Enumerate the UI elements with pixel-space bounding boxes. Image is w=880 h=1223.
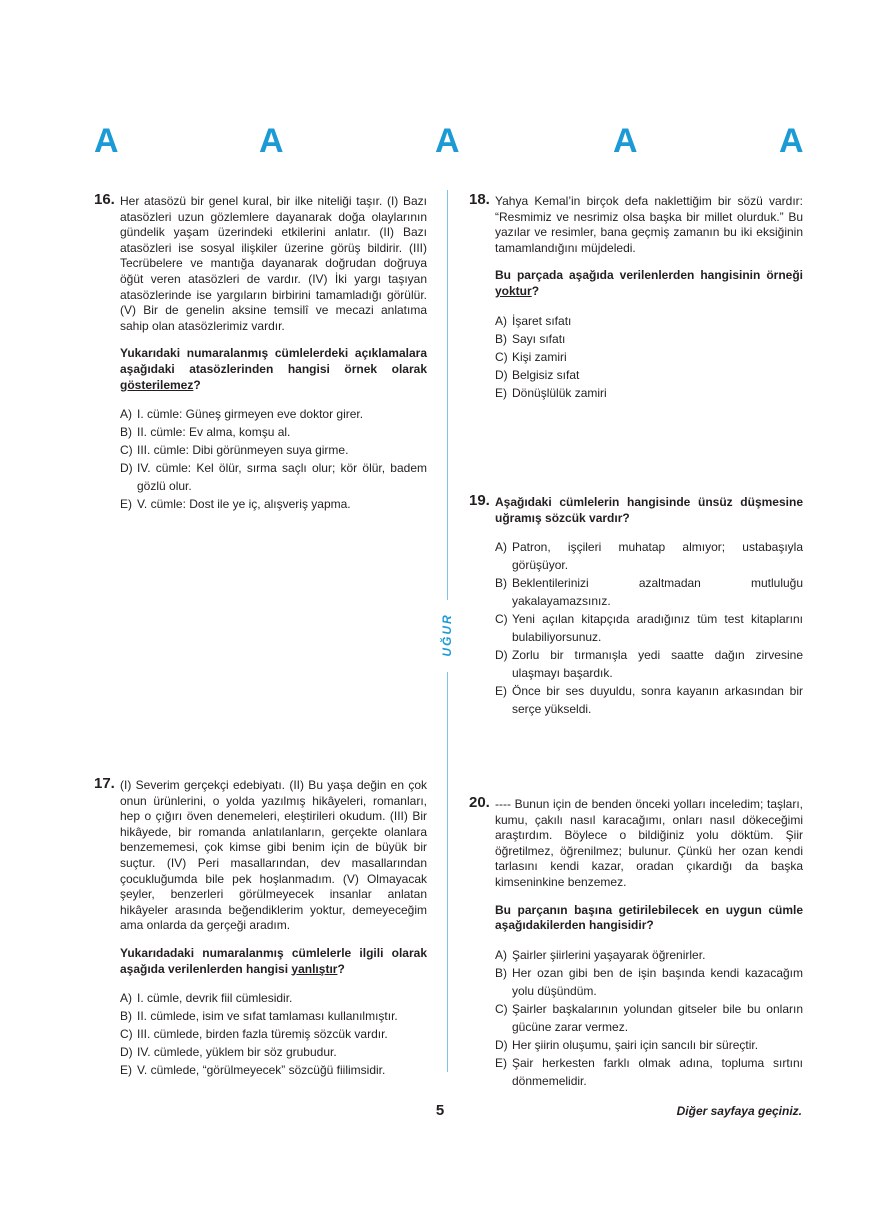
- question-stem: (I) Severim gerçekçi edebiyatı. (II) Bu yaşa değin en çok onun ürünlerini, o yolda yazılmış hikâyeleri, romanları, hep o çığırı öven denemeleri, eleştirileri okudum. (III) Bir hikâyede, bir romanda anlatılanların, gerçekte olanlara benzememesi, çok kimse gibi benim için de büyük bir suçtur. (IV) Peri masallarından, dev masallarından çocukluğumda bile pek hoşlanmadım. (V) Olmayacak şeyler, benzerleri görülmeyecek insanlar anlatan hikâyeler arasında beğendiklerim yoktur, demeyeceğim ama onlarda da gerçeği aradım.: [120, 778, 427, 933]
- answer-option[interactable]: C) III. cümlede, birden fazla türemiş sözcük vardır.: [120, 1027, 388, 1042]
- booklet-letter: A: [613, 122, 638, 160]
- answer-option[interactable]: D) IV. cümle: Kel ölür, sırma saçlı olur; kör ölür, badem gözlü olur.: [120, 461, 427, 494]
- answer-option[interactable]: B) Her ozan gibi ben de işin başında kendi kazacağım yolu düşündüm.: [495, 965, 803, 998]
- question-stem: Her atasözü bir genel kural, bir ilke niteliği taşır. (I) Bazı atasözleri uzun gözlemlere dayanarak doğa olaylarının gündelik yaşam üzerindeki etkilerini anlatır. (II) Bazı atasözleri ise sosyal ilişkiler üzerine görüş bildirir. (III) Tecrübelere ve mantığa dayanarak doğrudan doğruya öğüt veren atasözleri de vardır. (IV) İki yargı taşıyan atasözlerinde ise yargıların birbirini tamamladığı görülür. (V) Bir de genelin aksine temsilî ve mecazi anlatıma sahip olan atasözlerimiz vardır.: [120, 194, 427, 333]
- answer-option[interactable]: E) Şair herkesten farklı olmak adına, topluma sırtını dönmemelidir.: [495, 1055, 803, 1088]
- answer-option[interactable]: E) Önce bir ses duyuldu, sonra kayanın arkasından bir serçe yükseldi.: [495, 684, 803, 717]
- emphasis-word: yanlıştır: [291, 961, 338, 976]
- column-divider: [447, 672, 448, 1072]
- answer-option[interactable]: A) İşaret sıfatı: [495, 313, 572, 328]
- question-number: 18.: [469, 191, 490, 208]
- question-prompt: Bu parçada aşağıda verilenlerden hangisinin örneği yoktur?: [495, 268, 803, 298]
- question-prompt: Aşağıdaki cümlelerin hangisinde ünsüz düşmesine uğramış sözcük vardır?: [495, 495, 803, 525]
- booklet-letter: A: [435, 122, 460, 160]
- answer-options: [120, 989, 427, 1079]
- booklet-letter: A: [94, 122, 119, 160]
- booklet-letter: A: [779, 122, 804, 160]
- answer-option[interactable]: D) IV. cümlede, yüklem bir söz grubudur.: [120, 1045, 337, 1060]
- answer-option[interactable]: C) Yeni açılan kitapçıda aradığınız tüm test kitaplarını bulabiliyorsunuz.: [495, 612, 803, 645]
- answer-option[interactable]: A) Patron, işçileri muhatap almıyor; ustabaşıyla görüşüyor.: [495, 540, 803, 573]
- question-stem: Yahya Kemal’in birçok defa naklettiğim bir sözü vardır: “Resmimiz ve nesrimiz olsa başka bir millet olurduk.” Bu yazılar ve resimler, bana geçmiş zamanın bu iki eksiğinin tamamlandığını müjdeledi.: [495, 194, 803, 255]
- answer-option[interactable]: D) Zorlu bir tırmanışla yedi saatte dağın zirvesine ulaşmayı başardık.: [495, 648, 803, 681]
- answer-option[interactable]: A) I. cümle: Güneş girmeyen eve doktor girer.: [120, 407, 364, 422]
- question-prompt: Bu parçanın başına getirilebilecek en uygun cümle aşağıdakilerden hangisidir?: [495, 902, 803, 933]
- answer-option[interactable]: E) V. cümle: Dost ile ye iç, alışveriş yapma.: [120, 497, 351, 512]
- question-number: 20.: [469, 794, 490, 811]
- answer-options: [495, 946, 803, 1090]
- answer-option[interactable]: E) Dönüşlülük zamiri: [495, 385, 607, 400]
- question-stem: ---- Bunun için de benden önceki yolları inceledim; taşları, kumu, çakılı nasıl karacağımı, onları nasıl dökeceğimi araştırdım. Böylece o bildiğiniz yolu döktüm. Şiir öğretilmez, öğrenilmez; bulunur. Çünkü her ozan kendi tarlasını kendi kazar, oradan çıkardığı da başka kimseninkine benzemez.: [495, 797, 803, 889]
- answer-option[interactable]: B) II. cümle: Ev alma, komşu al.: [120, 425, 291, 440]
- question-18: [469, 191, 803, 402]
- answer-option[interactable]: A) Şairler şiirlerini yaşayarak öğrenirler.: [495, 947, 706, 962]
- answer-options: [495, 312, 803, 402]
- question-prompt: Yukarıdadaki numaralanmış cümlelerle ilgili olarak aşağıda verilenlerden hangisi yanlıştır?: [120, 945, 427, 976]
- answer-option[interactable]: D) Belgisiz sıfat: [495, 367, 580, 382]
- question-prompt: Yukarıdaki numaralanmış cümlelerdeki açıklamalara aşağıdaki atasözlerinden hangisi örnek olarak gösterilemez?: [120, 346, 427, 392]
- question-number: 17.: [94, 775, 115, 792]
- answer-option[interactable]: B) Beklentilerinizi azaltmadan mutluluğu yakalayamazsınız.: [495, 576, 803, 609]
- answer-option[interactable]: B) II. cümlede, isim ve sıfat tamlaması kullanılmıştır.: [120, 1009, 398, 1024]
- question-17: [94, 775, 427, 1079]
- question-19: [469, 492, 803, 718]
- answer-options: [120, 405, 427, 513]
- answer-option[interactable]: A) I. cümle, devrik fiil cümlesidir.: [120, 991, 293, 1006]
- answer-options: [495, 538, 803, 718]
- brand-label: UĞUR: [440, 613, 454, 657]
- question-number: 16.: [94, 191, 115, 208]
- answer-option[interactable]: D) Her şiirin oluşumu, şairi için sancılı bir süreçtir.: [495, 1037, 759, 1052]
- answer-option[interactable]: C) III. cümle: Dibi görünmeyen suya girme.: [120, 443, 349, 458]
- answer-option[interactable]: E) V. cümlede, “görülmeyecek” sözcüğü fiilimsidir.: [120, 1063, 386, 1078]
- next-page-note: Diğer sayfaya geçiniz.: [676, 1104, 802, 1118]
- question-20: [469, 794, 803, 1090]
- answer-option[interactable]: C) Kişi zamiri: [495, 349, 567, 364]
- emphasis-word: gösterilemez: [120, 377, 194, 392]
- answer-option[interactable]: B) Sayı sıfatı: [495, 331, 566, 346]
- booklet-letter: A: [259, 122, 284, 160]
- column-divider: [447, 190, 448, 600]
- question-16: [94, 191, 427, 513]
- page-number: 5: [435, 1102, 445, 1119]
- answer-option[interactable]: C) Şairler başkalarının yolundan gitseler bile bu onların gücüne zarar vermez.: [495, 1001, 803, 1034]
- question-number: 19.: [469, 492, 490, 509]
- emphasis-word: yoktur: [495, 283, 532, 298]
